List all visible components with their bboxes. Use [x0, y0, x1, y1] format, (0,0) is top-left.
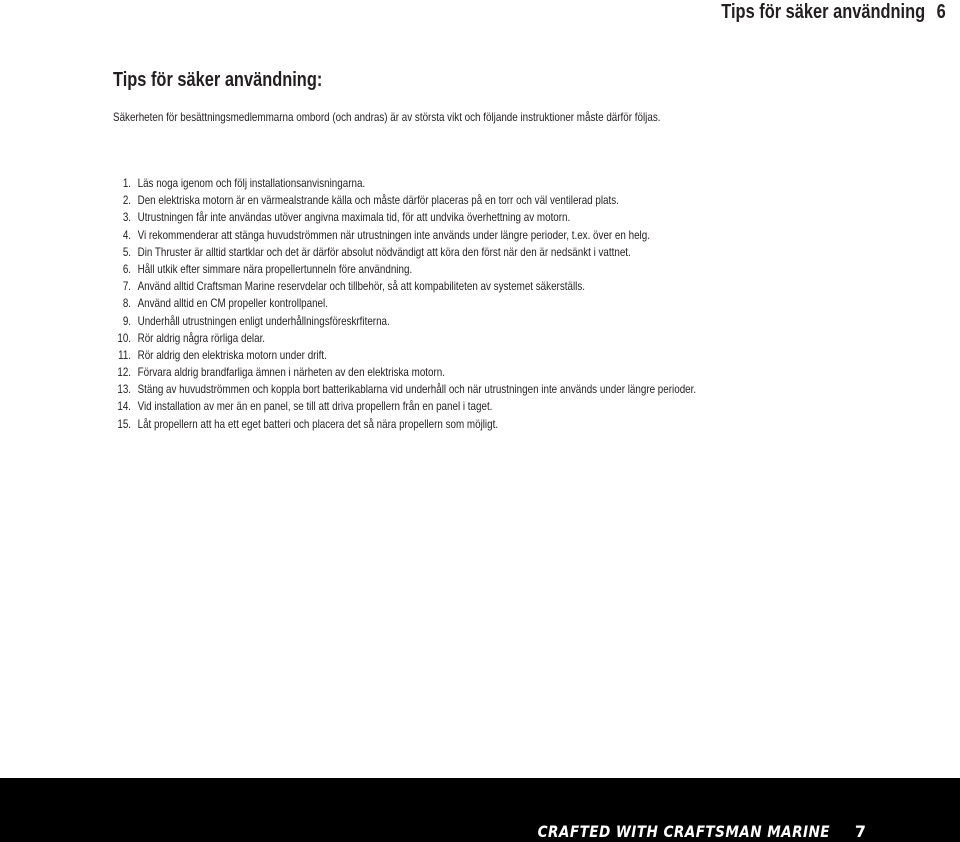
list-item [113, 175, 696, 192]
list-item [113, 381, 696, 398]
item-text: Rör aldrig den elektriska motorn under drift. [137, 347, 327, 362]
item-number: 10. [117, 330, 132, 345]
item-number: 9. [122, 313, 132, 328]
item-text: Din Thruster är alltid startklar och det är därför absolut nödvändigt att köra den först när den är nedsänkt i vattnet. [137, 244, 631, 259]
item-text: Utrustningen får inte användas utöver angivna maximala tid, för att undvika överhettning av motorn. [137, 210, 571, 225]
running-header-title: Tips för säker användning [721, 0, 926, 23]
list-item [113, 209, 696, 226]
list-item [113, 330, 696, 347]
item-number: 2. [122, 193, 132, 208]
list-item [113, 278, 696, 295]
item-number: 7. [122, 279, 132, 294]
item-number: 4. [122, 227, 132, 242]
list-item [113, 364, 696, 381]
item-number: 1. [122, 176, 132, 190]
item-text: Använd alltid en CM propeller kontrollpanel. [137, 296, 328, 311]
section-number: 6 [936, 0, 946, 23]
item-number: 14. [117, 399, 132, 414]
list-item [113, 192, 696, 209]
footer-brand: CRAFTED WITH CRAFTSMAN MARINE [537, 822, 830, 841]
item-text: Vi rekommenderar att stänga huvudströmmen när utrustningen inte används under längre perioder, t.ex. över en helg. [137, 227, 650, 242]
item-text: Använd alltid Craftsman Marine reservdelar och tillbehör, så att kompabiliteten av systemet säkerställs. [137, 279, 585, 294]
item-number: 11. [118, 347, 132, 362]
item-number: 3. [122, 210, 132, 225]
footer-band [0, 778, 960, 842]
running-header [722, 0, 946, 24]
item-number: 6. [122, 261, 132, 276]
page-heading: Tips för säker användning: [113, 69, 323, 91]
list-item [113, 313, 696, 330]
item-number: 13. [117, 382, 132, 397]
list-item [113, 244, 696, 261]
item-text: Stäng av huvudströmmen och koppla bort batterikablarna vid underhåll och när utrustningen inte används under längre perioder. [137, 382, 697, 397]
item-number: 8. [122, 296, 132, 311]
item-number: 5. [122, 244, 132, 259]
item-text: Rör aldrig några rörliga delar. [137, 330, 266, 345]
list-item [113, 398, 696, 415]
page-number: 7 [854, 822, 866, 841]
item-text: Förvara aldrig brandfarliga ämnen i närheten av den elektriska motorn. [137, 365, 445, 380]
safety-rules-list [113, 175, 824, 433]
intro-paragraph: Säkerheten för besättningsmedlemmarna ombord (och andras) är av största vikt och följande instruktioner måste därför följas. [113, 110, 661, 124]
list-item [113, 295, 696, 312]
item-text: Underhåll utrustningen enligt underhållningsföreskrfiterna. [137, 313, 390, 328]
list-item [113, 416, 696, 433]
list-item [113, 347, 696, 364]
item-number: 15. [117, 416, 132, 431]
item-number: 12. [117, 365, 132, 380]
item-text: Håll utkik efter simmare nära propellertunneln före användning. [137, 261, 413, 276]
item-text: Den elektriska motorn är en värmealstrande källa och måste därför placeras på en torr och väl ventilerad plats. [137, 193, 619, 208]
list-item [113, 261, 696, 278]
item-text: Låt propellern att ha ett eget batteri och placera det så nära propellern som möjligt. [137, 416, 499, 431]
item-text: Vid installation av mer än en panel, se till att driva propellern från en panel i taget. [137, 399, 493, 414]
item-text: Läs noga igenom och följ installationsanvisningarna. [137, 176, 366, 190]
list-item [113, 227, 696, 244]
